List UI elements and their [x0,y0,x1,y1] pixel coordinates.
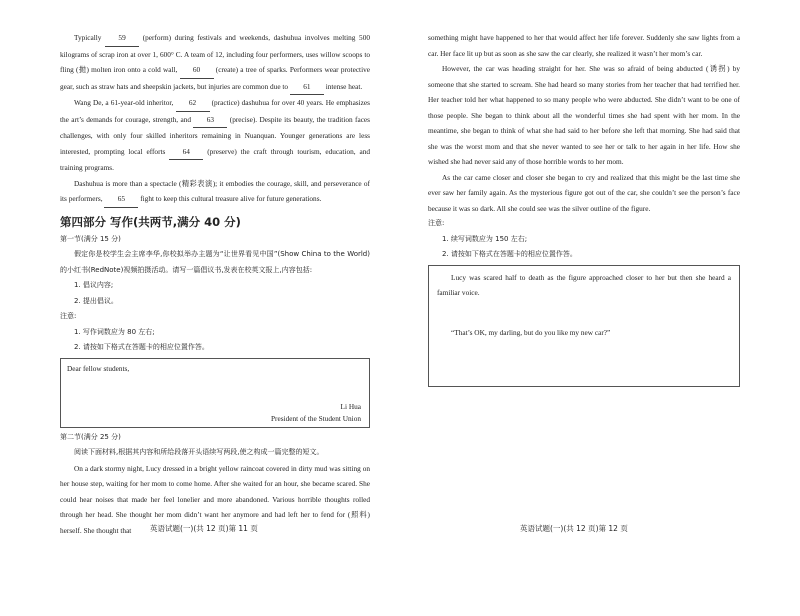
box-second-line: “That’s OK, my darling, but do you like my new car?” [451,327,611,337]
section1-heading: 第一节(满分 15 分) [60,234,121,243]
text: (practice) dashuhua for over 40 years. He emphasizes the art’s demands for courage, strength, and [60,98,370,124]
task-item-2: 2. 提出倡议。 [74,296,118,305]
paragraph-1 [60,30,370,95]
note-label: 注意: [428,219,445,227]
story-paragraph-3: As the car came closer and closer she began to cry and realized that this might be the last time she ever saw her family again. As the mysterious figure got out of the car, she couldn’t see the person’s face because it was so dark. All she could see was the silver outline of the figure. [428,172,740,213]
section1-task: 假定你是校学生会主席李华,你校拟举办主题为“让世界看见中国”(Show China to the World)的小红书(RedNote)视频拍摄活动。请写一篇倡议书,发表在校英文报上,内容包括: [60,250,370,274]
letter-greeting: Dear fellow students, [67,363,130,373]
text: fight to keep this cultural treasure alive for future generations. [140,194,322,203]
note-label: 注意: [60,312,77,320]
text: (create) a tree of sparks. Performers wear protective gear, such as straw hats and sheepskin jackets, but injuries are common due to [60,65,370,91]
text: intense heat. [325,81,363,91]
blank-63[interactable]: 63 [193,112,227,129]
paragraph-2 [60,95,370,176]
right-page [428,30,740,387]
left-page [60,30,370,538]
continuation-box[interactable] [428,265,740,387]
story-paragraph-2: However, the car was heading straight for her. She was so afraid of being abducted (诱拐) by someone that she started to scream. She had heard so many stories from her teacher that had terrified her. Her teacher told her what happened to so many people who were abducted. She didn’t want to be one of those people. She began to think about all the wonderful times she had spent with her mom. In the meantime, she began to think of what she had said to her before she left that morning. She had said that she was the worst mom and that she never wanted to see her or talk to her again in her life. How she wished she had never said any of those horrible words to her mom. [428,64,740,166]
blank-65[interactable]: 65 [104,191,138,208]
box-opening-line: Lucy was scared half to death as the figure approached closer to her but then she heard a familiar voice. [437,272,731,297]
text: (precise). Despite its beauty, the tradition faces challenges, with only four skilled inheritors remaining in Nuanquan. Younger generations are less interested, prompting local efforts [60,114,371,156]
blank-59[interactable]: 59 [105,30,139,47]
text: Wang De, a 61-year-old inheritor, [74,98,174,107]
note-item-2: 2. 请按如下格式在答题卡的相应位置作答。 [74,343,209,351]
story-paragraph: On a dark stormy night, Lucy dressed in a bright yellow raincoat covered in dirty mud was sitting on her house step, waiting for her mom to come home. After she waited for an hour, she became scared. She could hear noises that made her feel lonelier and more abandoned. Various horrible thoughts rolled through her head. She thought her mom didn’t want her anymore and had left her to fend for (照料) herself. She thought that [60,463,370,535]
section2-heading: 第二节(满分 25 分) [60,432,121,441]
note-item-1: 1. 续写词数应为 150 左右; [442,234,528,243]
blank-62[interactable]: 62 [176,95,210,112]
letter-name: Li Hua [340,401,361,411]
story-continued: something might have happened to her that would affect her life forever. Suddenly she saw lights from a car. Her face lit up but as soon as she saw the car clearly, she realized it wasn’t her mom’s car. [428,33,740,58]
page-footer-right: 英语试题(一)(共 12 页)第 12 页 [520,524,628,533]
note-item-1: 1. 写作词数应为 80 左右; [74,327,155,336]
section-title: 第四部分 写作(共两节,满分 40 分) [60,214,241,229]
text: (preserve) the craft through tourism, education, and training programs. [60,146,370,172]
text: Dashuhua is more than a spectacle (精彩表演); it embodies the courage, skill, and perseverance of its performers, [60,178,370,203]
text: Typically [74,33,102,42]
blank-64[interactable]: 64 [169,144,203,161]
section2-task: 阅读下面材料,根据其内容和所给段落开头语续写两段,使之构成一篇完整的短文。 [74,448,324,456]
letter-title: President of the Student Union [271,413,361,423]
paragraph-3 [60,176,370,208]
blank-60[interactable]: 60 [180,62,214,79]
task-item-1: 1. 倡议内容; [74,281,114,289]
blank-61[interactable]: 61 [290,79,324,96]
page-footer-left: 英语试题(一)(共 12 页)第 11 页 [150,524,258,533]
text: (perform) during festivals and weekends, dashuhua involves melting 500 kilograms of scrap iron at over 1, 600° C. A team of 12, including four performers, uses willow scoops to fling (拋) molten iron onto a cold wall, [60,33,371,74]
note-item-2: 2. 请按如下格式在答题卡的相应位置作答。 [442,250,577,258]
letter-box[interactable] [60,358,370,428]
